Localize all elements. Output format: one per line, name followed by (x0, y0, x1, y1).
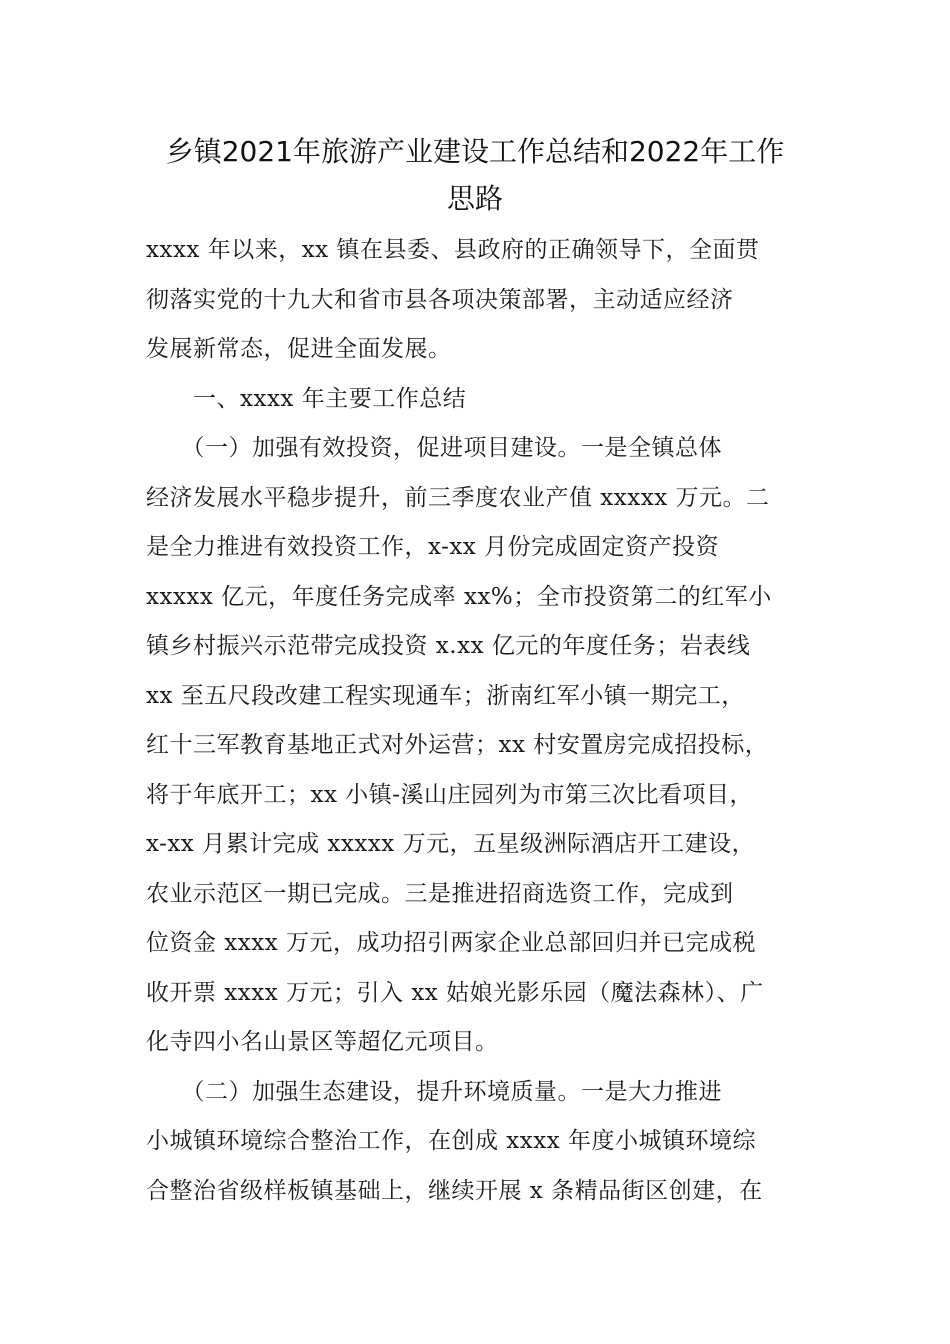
body-line: x-xx 月累计完成 xxxxx 万元，五星级洲际酒店开工建设， (146, 831, 756, 857)
body-line: xxxx 年以来，xx 镇在县委、县政府的正确领导下，全面贯 (146, 237, 760, 263)
body-line: 彻落实党的十九大和省市县各项决策部署，主动适应经济 (146, 286, 734, 313)
body-line: 经济发展水平稳步提升，前三季度农业产值 xxxxx 万元。二 (146, 484, 770, 511)
body-line: 农业示范区一期已完成。三是推进招商选资工作，完成到 (146, 880, 734, 907)
section-heading: 一、xxxx 年主要工作总结 (146, 385, 467, 412)
body-line: 是全力推进有效投资工作，x-xx 月份完成固定资产投资 (146, 534, 720, 560)
body-line: 位资金 xxxx 万元，成功招引两家企业总部回归并已完成税 (146, 930, 757, 956)
body-line: xx 至五尺段改建工程实现通车；浙南红军小镇一期完工， (146, 682, 745, 709)
body-line: （一）加强有效投资，促进项目建设。一是全镇总体 (146, 435, 722, 461)
document-title (120, 128, 830, 222)
document-body (146, 226, 826, 1216)
body-line: 镇乡村振兴示范带完成投资 x.xx 亿元的年度任务；岩表线 (146, 633, 751, 659)
title-line-1: 乡镇2021年旅游产业建设工作总结和2022年工作 (165, 135, 785, 168)
body-line: 将于年底开工；xx 小镇-溪山庄园列为市第三次比看项目， (146, 781, 754, 808)
body-line: 红十三军教育基地正式对外运营；xx 村安置房完成招投标， (146, 732, 769, 758)
body-line: 收开票 xxxx 万元；引入 xx 姑娘光影乐园（魔法森林）、广 (146, 979, 764, 1006)
body-line: 小城镇环境综合整治工作，在创成 xxxx 年度小城镇环境综 (146, 1128, 757, 1154)
body-line: 化寺四小名山景区等超亿元项目。 (146, 1029, 499, 1055)
body-line: xxxxx 亿元，年度任务完成率 xx%；全市投资第二的红军小 (146, 583, 772, 610)
title-line-2: 思路 (446, 182, 503, 215)
body-line: 发展新常态，促进全面发展。 (146, 336, 452, 362)
body-line: （二）加强生态建设，提升环境质量。一是大力推进 (146, 1078, 722, 1105)
body-line: 合整治省级样板镇基础上，继续开展 x 条精品街区创建，在 (146, 1177, 763, 1204)
